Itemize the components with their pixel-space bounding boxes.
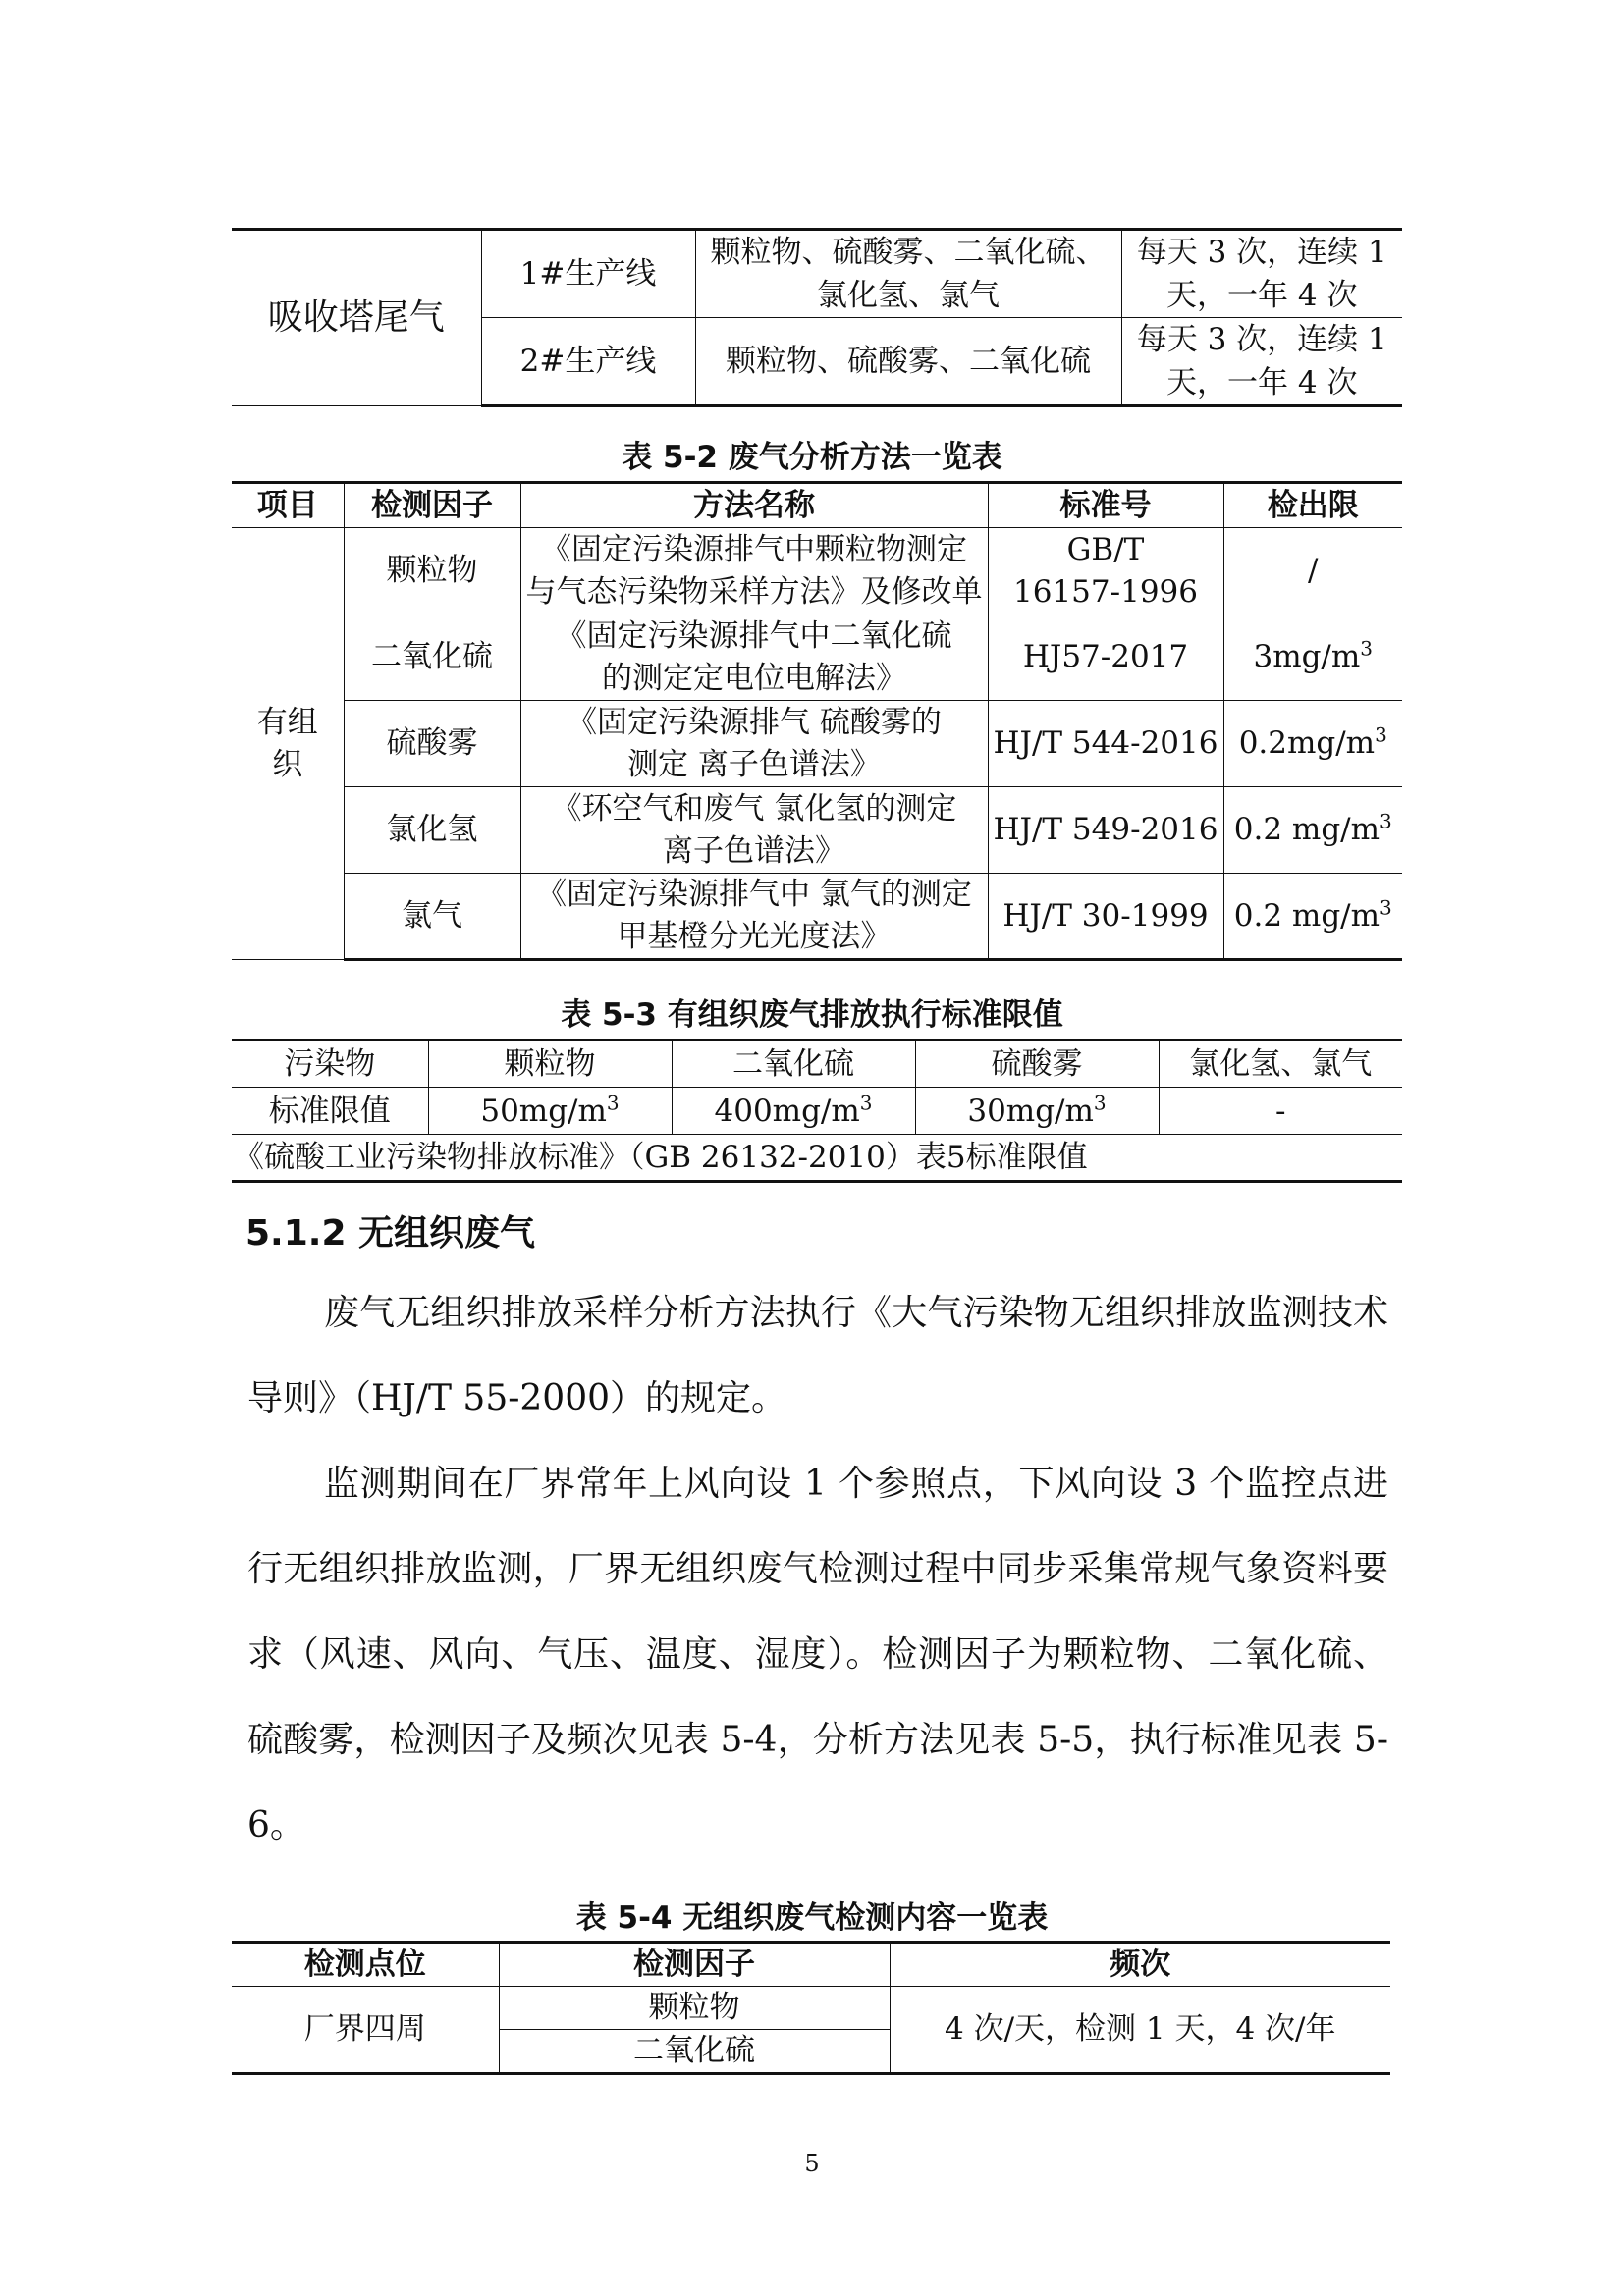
line-cell: 1#生产线 [481,230,695,318]
limit-cell: / [1223,528,1402,614]
header-cell: 频次 [890,1943,1390,1987]
limit-cell: 0.2 $mg/m^3$ [1223,787,1402,874]
factor-cell: 氯化氢 [344,787,520,874]
table-5-4-caption: 表 5-4 无组织废气检测内容一览表 [575,1900,1049,1936]
header-cell: 检测点位 [232,1943,499,1987]
row-label-cell: 标准限值 [232,1088,428,1135]
table-row [232,230,1402,318]
table-note-row [232,1135,1402,1182]
factor-cell: 氯气 [344,874,520,960]
table-row [232,1987,1390,2030]
table-header-row [232,1943,1390,1987]
header-cell: 检出限 [1223,483,1402,528]
freq-cell: 4 次/天，检测 1 天，4 次/年 [890,1987,1390,2074]
group-cell: 有组 织 [232,528,344,960]
analysis-method-table [232,481,1402,961]
method-cell: 《固定污染源排气中二氧化硫 的测定定电位电解法》 [520,614,988,701]
value-cell: $30mg/m^3$ [915,1088,1159,1135]
header-cell: 二氧化硫 [672,1041,915,1088]
std-cell: HJ/T 549-2016 [988,787,1223,874]
factor-cell: 二氧化硫 [344,614,520,701]
std-cell: GB/T 16157-1996 [988,528,1223,614]
factor-cell: 二氧化硫 [499,2030,890,2074]
header-cell: 项目 [232,483,344,528]
fugitive-monitoring-table [232,1941,1390,2075]
method-cell: 《固定污染源排气中 氯气的测定 甲基橙分光光度法》 [520,874,988,960]
limit-cell: $3mg/m^3$ [1223,614,1402,701]
header-cell: 标准号 [988,483,1223,528]
header-cell: 颗粒物 [428,1041,672,1088]
freq-cell: 每天 3 次，连续 1 天，一年 4 次 [1121,230,1402,318]
factor-cell: 颗粒物 [499,1987,890,2030]
header-cell: 检测因子 [499,1943,890,1987]
table-row [232,614,1402,701]
std-cell: HJ57-2017 [988,614,1223,701]
header-cell: 污染物 [232,1041,428,1088]
method-cell: 《环空气和废气 氯化氢的测定 离子色谱法》 [520,787,988,874]
factors-cell: 颗粒物、硫酸雾、二氧化硫、 氯化氢、氯气 [695,230,1121,318]
limit-cell: 0.2 $mg/m^3$ [1223,874,1402,960]
line-cell: 2#生产线 [481,318,695,406]
section-heading: 5.1.2 无组织废气 [245,1213,536,1254]
table-row [232,874,1402,960]
paragraph-2: 监测期间在厂界常年上风向设 1 个参照点，下风向设 3 个监控点进行无组织排放监测，厂界无组织废气检测过程中同步采集常规气象资料要求（风速、风向、气压、温度、湿度）。检测因子为颗粒物、二氧化硫、硫酸雾，检测因子及频次见表 5-4，分析方法见表 5-5，执行标准见表 5-6。 [247,1464,1388,1845]
factor-cell: 颗粒物 [344,528,520,614]
group-cell: 吸收塔尾气 [232,230,481,406]
factor-cell: 硫酸雾 [344,701,520,787]
emission-standard-table [232,1039,1402,1183]
limit-cell: $0.2mg/m^3$ [1223,701,1402,787]
table-5-3-caption: 表 5-3 有组织废气排放执行标准限值 [561,997,1063,1033]
header-cell: 方法名称 [520,483,988,528]
table-header-row [232,483,1402,528]
method-cell: 《固定污染源排气中颗粒物测定 与气态污染物采样方法》及修改单 [520,528,988,614]
monitoring-content-table [232,228,1402,407]
std-cell: HJ/T 30-1999 [988,874,1223,960]
table-row [232,701,1402,787]
method-cell: 《固定污染源排气 硫酸雾的 测定 离子色谱法》 [520,701,988,787]
table-row [232,528,1402,614]
header-cell: 氯化氢、氯气 [1159,1041,1402,1088]
factors-cell: 颗粒物、硫酸雾、二氧化硫 [695,318,1121,406]
page-number: 5 [804,2150,820,2177]
freq-cell: 每天 3 次，连续 1 天，一年 4 次 [1121,318,1402,406]
standard-note: 《硫酸工业污染物排放标准》（GB 26132-2010）表5标准限值 [232,1135,1402,1182]
value-cell: - [1159,1088,1402,1135]
table-row [232,787,1402,874]
paragraph-1: 废气无组织排放采样分析方法执行《大气污染物无组织排放监测技术导则》（HJ/T 55-2000）的规定。 [247,1293,1388,1418]
std-cell: HJ/T 544-2016 [988,701,1223,787]
table-header-row [232,1041,1402,1088]
header-cell: 检测因子 [344,483,520,528]
value-cell: $400mg/m^3$ [672,1088,915,1135]
value-cell: $50mg/m^3$ [428,1088,672,1135]
table-row [232,1088,1402,1135]
table-5-2-caption: 表 5-2 废气分析方法一览表 [622,440,1002,475]
location-cell: 厂界四周 [232,1987,499,2074]
header-cell: 硫酸雾 [915,1041,1159,1088]
